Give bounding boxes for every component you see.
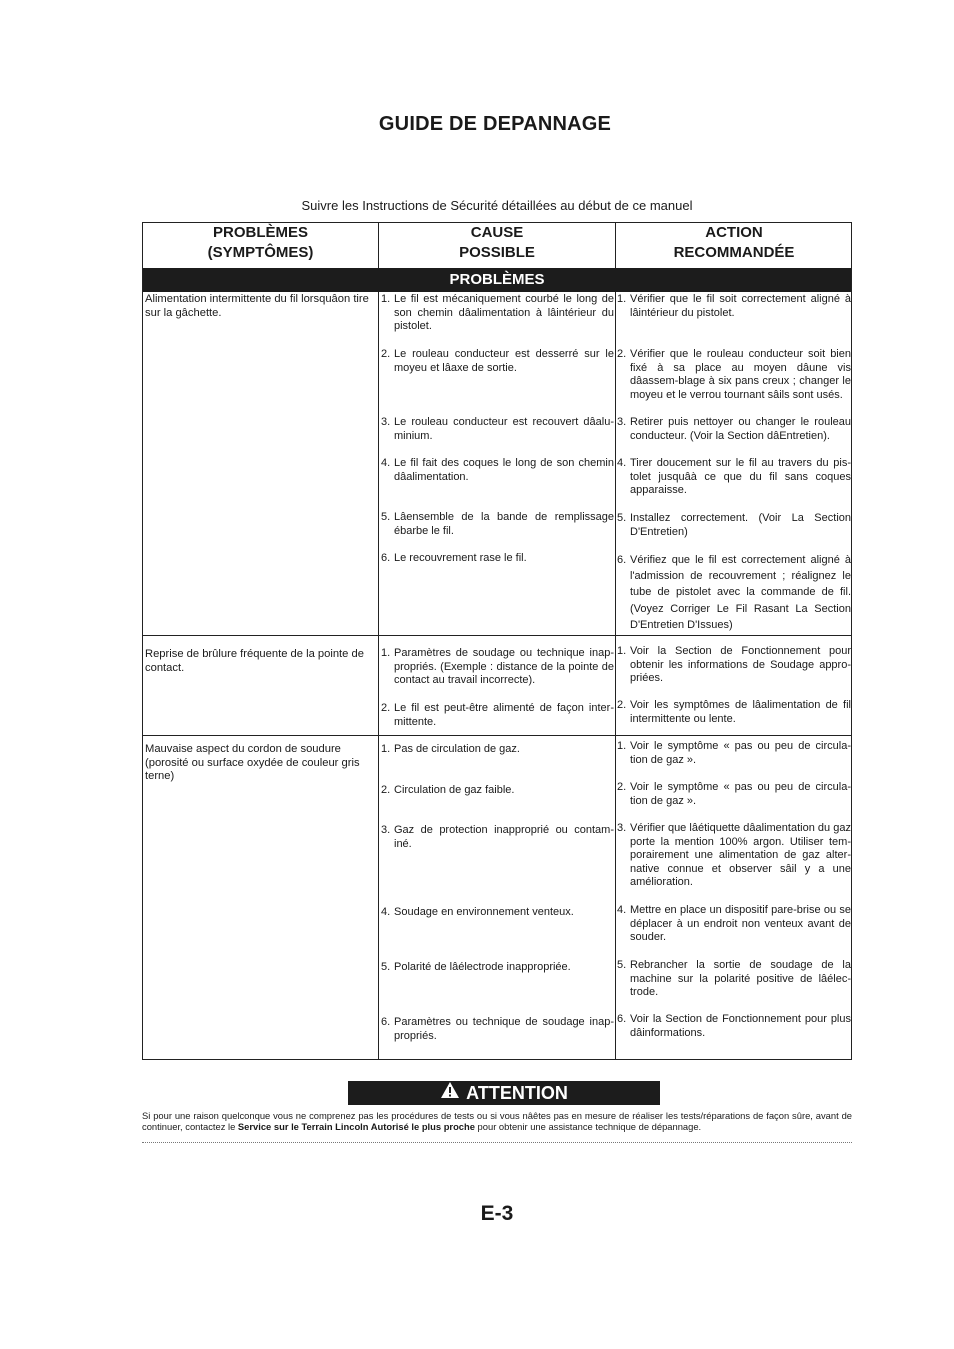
header-text: ACTION <box>705 224 763 241</box>
header-cause <box>379 223 615 269</box>
action-item: 6. Voir la Section de Fonctionnement pour plus dâinformations. <box>617 1013 851 1039</box>
note-text: Si pour une raison quelconque vous ne comprenez pas les procédures de tests ou si vous nâêtes pas en mesure de réaliser les tests/réparations de façon sûre, avant de continuer, contactez le <box>142 1110 852 1133</box>
cause-item: 1. Le fil est mécaniquement courbé le long de son chemin dâalimentation à lâintérieur du pistolet. <box>381 293 614 333</box>
row-divider <box>143 635 851 636</box>
cause-item: 2. Le fil est peut-être alimenté de façon inter-mittente. <box>381 702 614 728</box>
row-divider <box>143 735 851 736</box>
problem-cell: Reprise de brûlure fréquente de la pointe de contact. <box>145 648 364 674</box>
column-divider <box>615 223 616 1059</box>
divider <box>142 1142 852 1143</box>
action-item: 1. Voir le symptôme « pas ou peu de circula-tion de gaz ». <box>617 740 851 766</box>
section-band: PROBLÈMES <box>143 268 851 292</box>
cause-item: 3. Gaz de protection inapproprié ou contam-iné. <box>381 824 614 850</box>
cause-item: 2. Circulation de gaz faible. <box>381 784 515 796</box>
action-item: 4. Mettre en place un dispositif pare-brise ou se déplacer à un endroit non venteux avant de souder. <box>617 904 851 944</box>
attention-label: ATTENTION <box>466 1083 568 1103</box>
header-text: PROBLÈMES <box>212 224 308 241</box>
page-number: E-3 <box>480 1202 514 1225</box>
action-item: 2. Vérifier que le rouleau conducteur soit bien fixé à sa place au moyen dâune vis dâassem-blage à six pans creux ; changer le moyeu et le verrou tournant sâils sont usés. <box>617 348 851 401</box>
warning-triangle-icon <box>440 1081 460 1105</box>
header-text: POSSIBLE <box>459 244 535 261</box>
cause-item: 5. Polarité de lâélectrode inappropriée. <box>381 961 571 973</box>
action-item: 3. Vérifier que lâétiquette dâalimentation du gaz porte la mention 100% argon. Utiliser tem-porairement une alimentation de gaz alter-native connue et observer sâil y a une amélioration. <box>617 822 851 889</box>
action-item: 1. Voir la Section de Fonctionnement pour obtenir les informations de Soudage appro-priées. <box>617 645 851 685</box>
action-item: 6. Vérifiez que le fil est correctement aligné à l'admission de recouvrement ; réalignez le tube de pistolet avec la commande de fil. (Voyez Corriger Le Fil Rasant La Section D'Entretien D'Issues) <box>617 554 851 631</box>
problem-cell: Mauvaise aspect du cordon de soudure (porosité ou surface oxydée de couleur gris terne) <box>145 743 360 783</box>
cause-item: 1. Paramètres de soudage ou technique inap-propriés. (Exemple : distance de la pointe de contact au travail incorrecte). <box>381 647 614 687</box>
action-item: 5. Rebrancher la sortie de soudage de la machine sur la polarité positive de lâélec-trode. <box>617 959 851 999</box>
attention-note <box>142 1110 852 1133</box>
cause-item: 6. Paramètres ou technique de soudage inap-propriés. <box>381 1016 614 1042</box>
note-text: pour obtenir une assistance technique de dépannage. <box>474 1121 702 1133</box>
header-action <box>616 223 852 269</box>
cause-item: 1. Pas de circulation de gaz. <box>381 743 520 755</box>
cause-item: 6. Le recouvrement rase le fil. <box>381 552 527 564</box>
action-item: 4. Tirer doucement sur le fil au travers du pis-tolet jusquâà ce que du fil sans coques apparaisse. <box>617 457 851 497</box>
header-text: (SYMPTÔMES) <box>207 244 314 261</box>
cause-item: 3. Le rouleau conducteur est recouvert dâalu-minium. <box>381 416 614 442</box>
action-item: 3. Retirer puis nettoyer ou changer le rouleau conducteur. (Voir la Section dâEntretien). <box>617 416 851 442</box>
problem-cell: Alimentation intermittente du fil lorsquâon tire sur la gâchette. <box>145 293 369 319</box>
header-text: CAUSE <box>470 224 524 241</box>
action-item: 5. Installez correctement. (Voir La Section D'Entretien) <box>617 512 851 538</box>
cause-item: 4. Le fil fait des coques le long de son chemin dâalimentation. <box>381 457 614 483</box>
note-bold-text: Service sur le Terrain Lincoln Autorisé le plus proche <box>237 1121 475 1133</box>
action-item: 2. Voir les symptômes de lâalimentation de fil intermittente ou lente. <box>617 699 851 725</box>
page-title: GUIDE DE DEPANNAGE <box>378 113 612 135</box>
cause-item: 4. Soudage en environnement venteux. <box>381 906 574 918</box>
header-problems <box>143 223 378 269</box>
cause-item: 5. Lâensemble de la bande de remplissage ébarbe le fil. <box>381 511 614 537</box>
column-divider <box>378 223 379 1059</box>
header-text: RECOMMANDÉE <box>673 244 795 261</box>
action-item: 1. Vérifier que le fil soit correctement aligné à lâintérieur du pistolet. <box>617 293 851 319</box>
action-item: 2. Voir le symptôme « pas ou peu de circula-tion de gaz ». <box>617 781 851 807</box>
attention-banner <box>348 1081 660 1105</box>
cause-item: 2. Le rouleau conducteur est desserré sur le moyeu et lâaxe de sortie. <box>381 348 614 374</box>
safety-subtitle: Suivre les Instructions de Sécurité détaillées au début de ce manuel <box>301 198 693 213</box>
troubleshooting-table <box>142 222 852 1060</box>
